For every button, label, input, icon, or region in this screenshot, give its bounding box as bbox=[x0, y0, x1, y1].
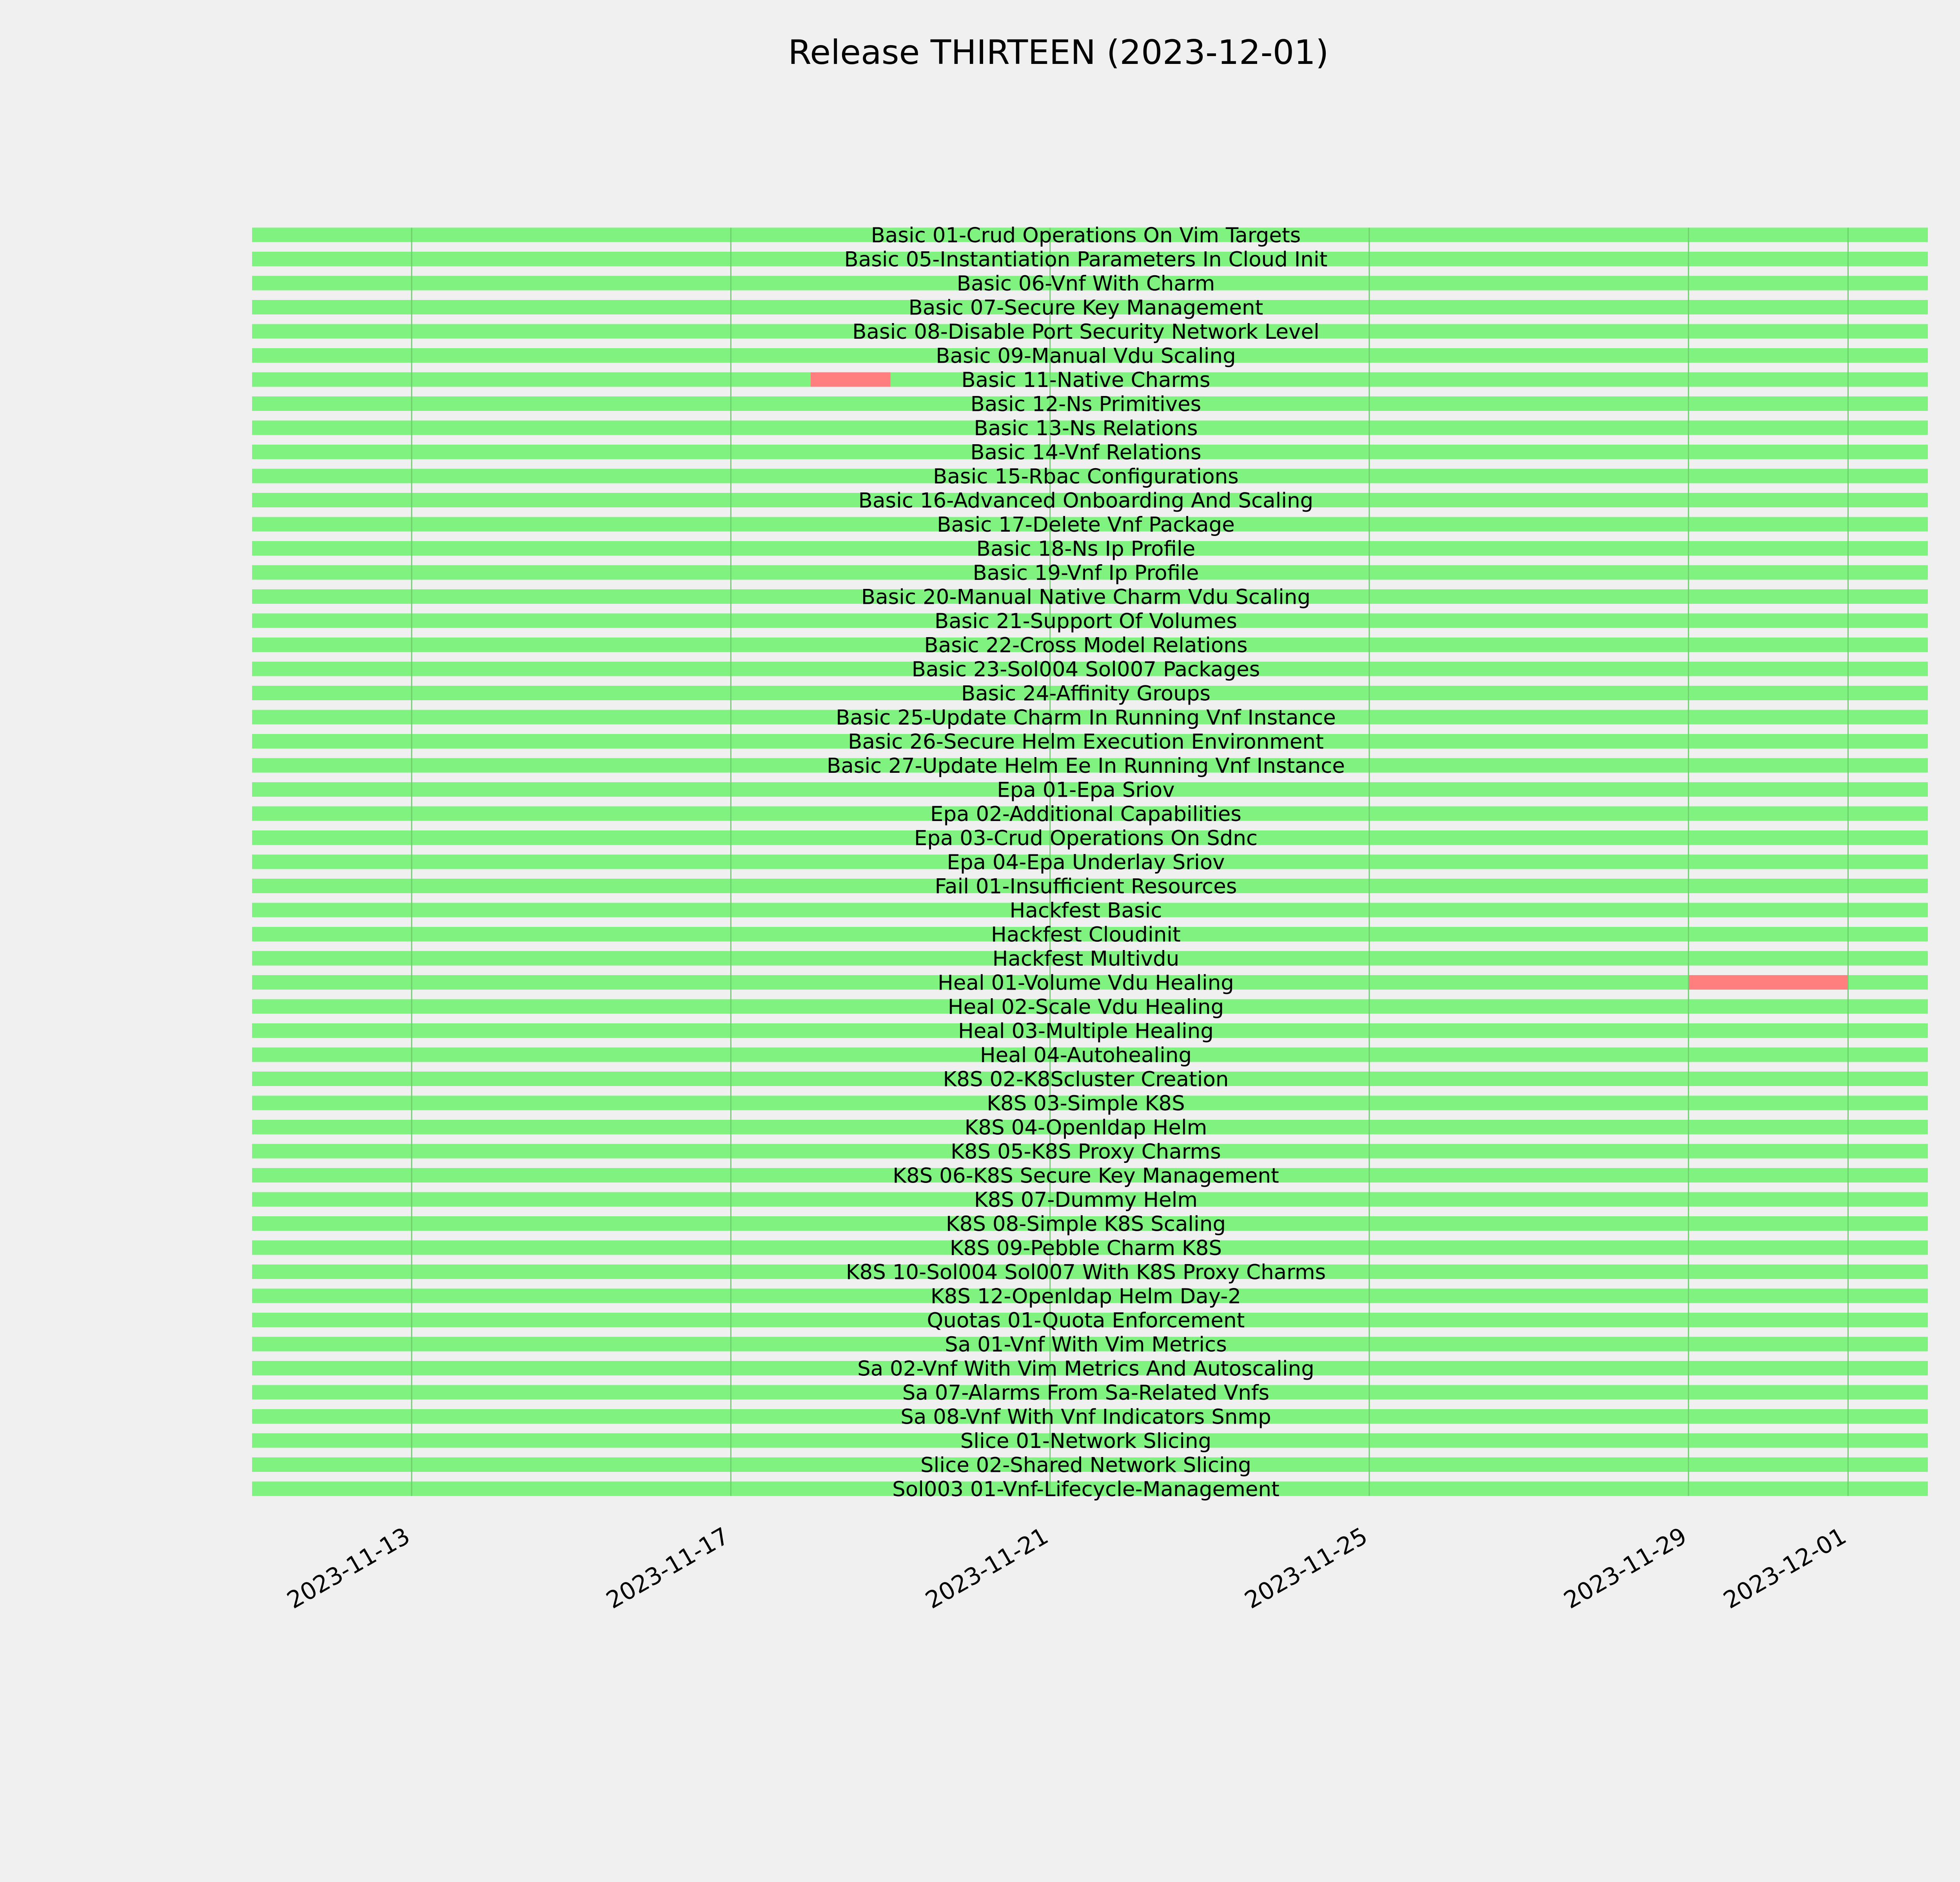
row-label: Fail 01-Insufficient Resources bbox=[935, 874, 1237, 899]
x-tick-label: 2023-11-13 bbox=[282, 1522, 415, 1615]
row-label: K8S 12-Openldap Helm Day-2 bbox=[930, 1284, 1241, 1308]
row-label: Basic 05-Instantiation Parameters In Cloud Init bbox=[844, 247, 1328, 272]
x-tick-label: 2023-11-21 bbox=[921, 1522, 1053, 1615]
row-label: Basic 21-Support Of Volumes bbox=[934, 609, 1238, 633]
row-label: Basic 07-Secure Key Management bbox=[908, 296, 1263, 320]
row-label: K8S 02-K8Scluster Creation bbox=[943, 1067, 1229, 1092]
row-label: Basic 16-Advanced Onboarding And Scaling bbox=[858, 489, 1314, 513]
row-label: K8S 05-K8S Proxy Charms bbox=[951, 1140, 1221, 1164]
row-label: Basic 23-Sol004 Sol007 Packages bbox=[911, 658, 1260, 681]
row-label: Basic 09-Manual Vdu Scaling bbox=[936, 344, 1236, 368]
row-label: Basic 20-Manual Native Charm Vdu Scaling bbox=[861, 585, 1311, 609]
row-label: Basic 17-Delete Vnf Package bbox=[937, 513, 1235, 537]
row-label: Slice 02-Shared Network Slicing bbox=[920, 1453, 1252, 1477]
row-label: Basic 25-Update Charm In Running Vnf Instance bbox=[836, 706, 1336, 730]
failure-segment bbox=[1688, 975, 1848, 990]
row-label: Slice 01-Network Slicing bbox=[960, 1429, 1212, 1453]
x-tick-label: 2023-12-01 bbox=[1719, 1522, 1851, 1615]
row-label: K8S 06-K8S Secure Key Management bbox=[893, 1164, 1279, 1188]
row-label: Sa 07-Alarms From Sa-Related Vnfs bbox=[902, 1381, 1270, 1405]
row-label: K8S 07-Dummy Helm bbox=[974, 1188, 1198, 1212]
row-label: Basic 08-Disable Port Security Network Level bbox=[852, 320, 1319, 344]
row-label: K8S 04-Openldap Helm bbox=[964, 1115, 1207, 1140]
row-label: Basic 11-Native Charms bbox=[961, 368, 1210, 392]
row-label: Sa 08-Vnf With Vnf Indicators Snmp bbox=[900, 1405, 1271, 1429]
row-label: Basic 13-Ns Relations bbox=[974, 416, 1198, 440]
row-label: Epa 01-Epa Sriov bbox=[997, 778, 1175, 802]
x-tick-label: 2023-11-25 bbox=[1240, 1522, 1372, 1615]
row-label: Basic 12-Ns Primitives bbox=[970, 392, 1201, 416]
row-label: Sa 01-Vnf With Vim Metrics bbox=[945, 1333, 1227, 1357]
row-label: Quotas 01-Quota Enforcement bbox=[927, 1308, 1245, 1333]
row-label: Basic 14-Vnf Relations bbox=[970, 440, 1201, 465]
chart-title: Release THIRTEEN (2023-12-01) bbox=[788, 33, 1329, 72]
row-label: Basic 15-Rbac Configurations bbox=[933, 465, 1239, 489]
row-label: Hackfest Cloudinit bbox=[991, 923, 1181, 947]
row-label: K8S 08-Simple K8S Scaling bbox=[946, 1212, 1226, 1236]
row-label: Basic 01-Crud Operations On Vim Targets bbox=[871, 223, 1301, 247]
row-label: Basic 18-Ns Ip Profile bbox=[976, 537, 1196, 561]
row-label: Basic 27-Update Helm Ee In Running Vnf Instance bbox=[827, 754, 1345, 778]
row-label: Heal 04-Autohealing bbox=[980, 1043, 1192, 1067]
row-label: Basic 24-Affinity Groups bbox=[961, 681, 1211, 706]
row-label: Epa 03-Crud Operations On Sdnc bbox=[914, 826, 1258, 850]
row-label: K8S 10-Sol004 Sol007 With K8S Proxy Charms bbox=[846, 1260, 1326, 1284]
row-label: Epa 04-Epa Underlay Sriov bbox=[947, 850, 1225, 874]
row-label: Basic 26-Secure Helm Execution Environment bbox=[848, 730, 1324, 754]
row-label: Heal 01-Volume Vdu Healing bbox=[938, 971, 1234, 995]
row-label: Basic 22-Cross Model Relations bbox=[924, 633, 1248, 658]
row-label: K8S 03-Simple K8S bbox=[987, 1092, 1185, 1115]
row-label: Hackfest Multivdu bbox=[992, 947, 1180, 971]
row-label: Heal 03-Multiple Healing bbox=[958, 1019, 1214, 1043]
row-label: Hackfest Basic bbox=[1009, 899, 1162, 923]
x-tick-label: 2023-11-17 bbox=[601, 1522, 734, 1615]
row-label: Basic 19-Vnf Ip Profile bbox=[973, 561, 1199, 585]
row-label: Sol003 01-Vnf-Lifecycle-Management bbox=[892, 1477, 1279, 1501]
row-label: Epa 02-Additional Capabilities bbox=[930, 802, 1241, 826]
row-label: Heal 02-Scale Vdu Healing bbox=[947, 995, 1224, 1019]
row-label: K8S 09-Pebble Charm K8S bbox=[949, 1236, 1222, 1260]
row-label: Basic 06-Vnf With Charm bbox=[956, 272, 1215, 296]
x-tick-label: 2023-11-29 bbox=[1559, 1522, 1691, 1615]
failure-segment bbox=[811, 372, 891, 387]
row-label: Sa 02-Vnf With Vim Metrics And Autoscaling bbox=[857, 1357, 1314, 1381]
